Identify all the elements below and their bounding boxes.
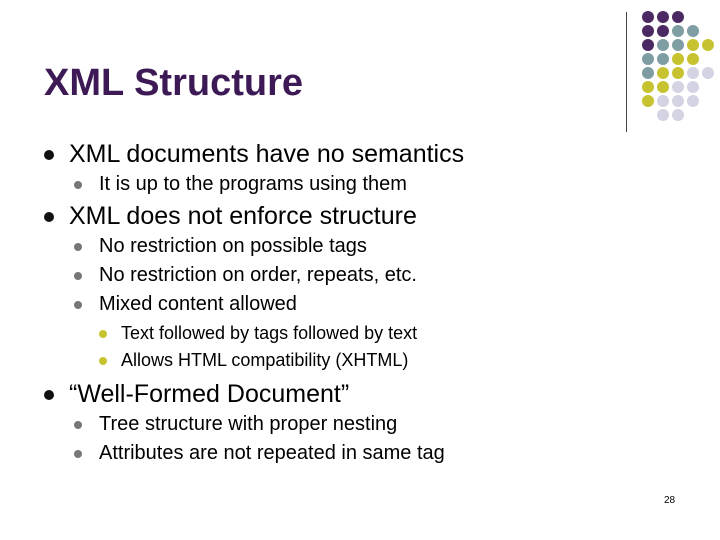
dot xyxy=(657,53,669,65)
bullet-text: Tree structure with proper nesting xyxy=(99,413,398,435)
dot xyxy=(687,25,699,37)
bullet-dot-icon xyxy=(74,243,82,251)
dot xyxy=(687,39,699,51)
bullet-dot-icon xyxy=(74,421,82,429)
dot xyxy=(687,81,699,93)
page-number: 28 xyxy=(664,495,676,506)
bullet-dot-icon xyxy=(99,357,107,365)
bullet-text: No restriction on possible tags xyxy=(99,235,367,257)
bullet-text: Text followed by tags followed by text xyxy=(121,323,418,343)
bullet-text: Attributes are not repeated in same tag xyxy=(99,442,445,464)
bullet-dot-icon xyxy=(44,390,54,400)
dot xyxy=(642,81,654,93)
dot xyxy=(687,95,699,107)
dot xyxy=(702,67,714,79)
dot xyxy=(672,39,684,51)
dot xyxy=(687,53,699,65)
bullet-dot-icon xyxy=(44,150,54,160)
dot xyxy=(642,95,654,107)
dot xyxy=(672,81,684,93)
dot xyxy=(657,39,669,51)
dot xyxy=(672,11,684,23)
bullet-text: It is up to the programs using them xyxy=(99,173,407,195)
dot xyxy=(657,81,669,93)
dot xyxy=(642,25,654,37)
dot xyxy=(672,53,684,65)
dot xyxy=(642,67,654,79)
dot xyxy=(657,67,669,79)
bullet-text: XML does not enforce structure xyxy=(69,202,417,230)
bullet-text: “Well-Formed Document” xyxy=(69,380,350,408)
bullet-text: No restriction on order, repeats, etc. xyxy=(99,264,417,286)
dot xyxy=(642,39,654,51)
dot xyxy=(642,53,654,65)
bullet-text: Allows HTML compatibility (XHTML) xyxy=(121,350,409,370)
dot xyxy=(657,25,669,37)
dot xyxy=(672,25,684,37)
bullet-dot-icon xyxy=(74,450,82,458)
bullet-dot-icon xyxy=(74,301,82,309)
dot xyxy=(687,67,699,79)
bullet-dot-icon xyxy=(74,272,82,280)
dot xyxy=(657,109,669,121)
slide-title: XML Structure xyxy=(44,62,304,104)
dot xyxy=(657,11,669,23)
dot xyxy=(672,109,684,121)
dot xyxy=(672,67,684,79)
dot xyxy=(657,95,669,107)
dot xyxy=(702,39,714,51)
dot xyxy=(672,95,684,107)
dot xyxy=(642,11,654,23)
bullet-text: XML documents have no semantics xyxy=(69,140,465,168)
bullet-dot-icon xyxy=(44,212,54,222)
bullet-text: Mixed content allowed xyxy=(99,293,297,315)
bullet-dot-icon xyxy=(74,181,82,189)
bullet-dot-icon xyxy=(99,330,107,338)
